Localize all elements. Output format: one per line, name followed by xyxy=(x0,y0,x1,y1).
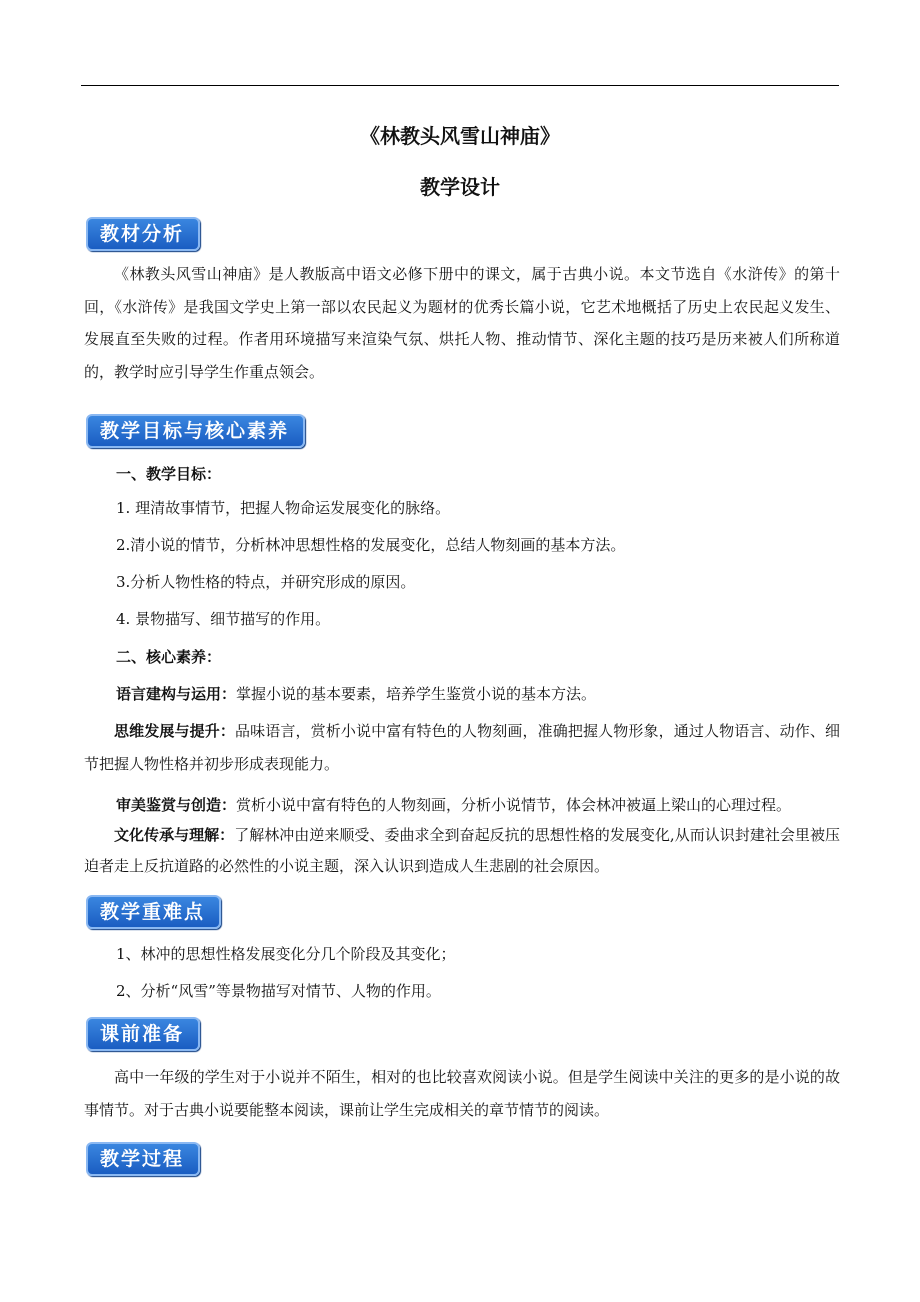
literacy-label: 语言建构与运用： xyxy=(116,685,237,703)
literacy-label: 文化传承与理解： xyxy=(114,826,235,844)
literacy-item-aesthetic xyxy=(116,795,846,815)
prep-paragraph: 高中一年级的学生对于小说并不陌生，相对的也比较喜欢阅读小说。但是学生阅读中关注的更多的是小说的故事情节。对于古典小说要能整本阅读，课前让学生完成相关的章节情节的阅读。 xyxy=(84,1068,840,1119)
section-badge-process: 教学过程 xyxy=(86,1142,200,1176)
literacy-heading: 二、核心素养： xyxy=(116,648,222,666)
literacy-label: 审美鉴赏与创造： xyxy=(116,796,237,814)
section-badge-analysis: 教材分析 xyxy=(86,217,200,251)
literacy-item-culture xyxy=(84,820,840,882)
difficulty-item: 1、林冲的思想性格发展变化分几个阶段及其变化； xyxy=(116,945,456,963)
literacy-item-language xyxy=(116,684,846,704)
document-subtitle: 教学设计 xyxy=(420,175,500,199)
header-rule xyxy=(81,85,839,86)
goal-item: 3.分析人物性格的特点，并研究形成的原因。 xyxy=(116,573,416,591)
literacy-text: 品味语言，赏析小说中富有特色的人物刻画，准确把握人物形象，通过人物语言、动作、细节把握人物性格并初步形成表现能力。 xyxy=(84,722,840,773)
goal-item: 2.清小说的情节，分析林冲思想性格的发展变化，总结人物刻画的基本方法。 xyxy=(116,536,626,554)
section-badge-difficulty: 教学重难点 xyxy=(86,895,221,929)
goals-heading: 一、教学目标： xyxy=(116,465,222,483)
literacy-text: 了解林冲由逆来顺受、委曲求全到奋起反抗的思想性格的发展变化,从而认识封建社会里被压迫者走上反抗道路的必然性的小说主题，深入认识到造成人生悲剧的社会原因。 xyxy=(84,826,840,875)
literacy-item-thinking xyxy=(84,715,840,780)
document-title: 《林教头风雪山神庙》 xyxy=(360,124,560,148)
section-badge-prep: 课前准备 xyxy=(86,1017,200,1051)
difficulty-item: 2、分析“风雪”等景物描写对情节、人物的作用。 xyxy=(116,982,441,1000)
goal-item: 1. 理清故事情节，把握人物命运发展变化的脉络。 xyxy=(116,499,451,517)
literacy-label: 思维发展与提升： xyxy=(114,722,236,740)
literacy-text: 赏析小说中富有特色的人物刻画，分析小说情节，体会林冲被逼上梁山的心理过程。 xyxy=(236,796,792,814)
literacy-text: 掌握小说的基本要素，培养学生鉴赏小说的基本方法。 xyxy=(236,685,597,703)
section-badge-goals: 教学目标与核心素养 xyxy=(86,414,305,448)
goal-item: 4. 景物描写、细节描写的作用。 xyxy=(116,610,331,628)
analysis-paragraph: 《林教头风雪山神庙》是人教版高中语文必修下册中的课文，属于古典小说。本文节选自《水浒传》的第十回，《水浒传》是我国文学史上第一部以农民起义为题材的优秀长篇小说，它艺术地概括了历史上农民起义发生、发展直至失败的过程。作者用环境描写来渲染气氛、烘托人物、推动情节、深化主题的技巧是历来被人们所称道的，教学时应引导学生作重点领会。 xyxy=(84,265,840,381)
